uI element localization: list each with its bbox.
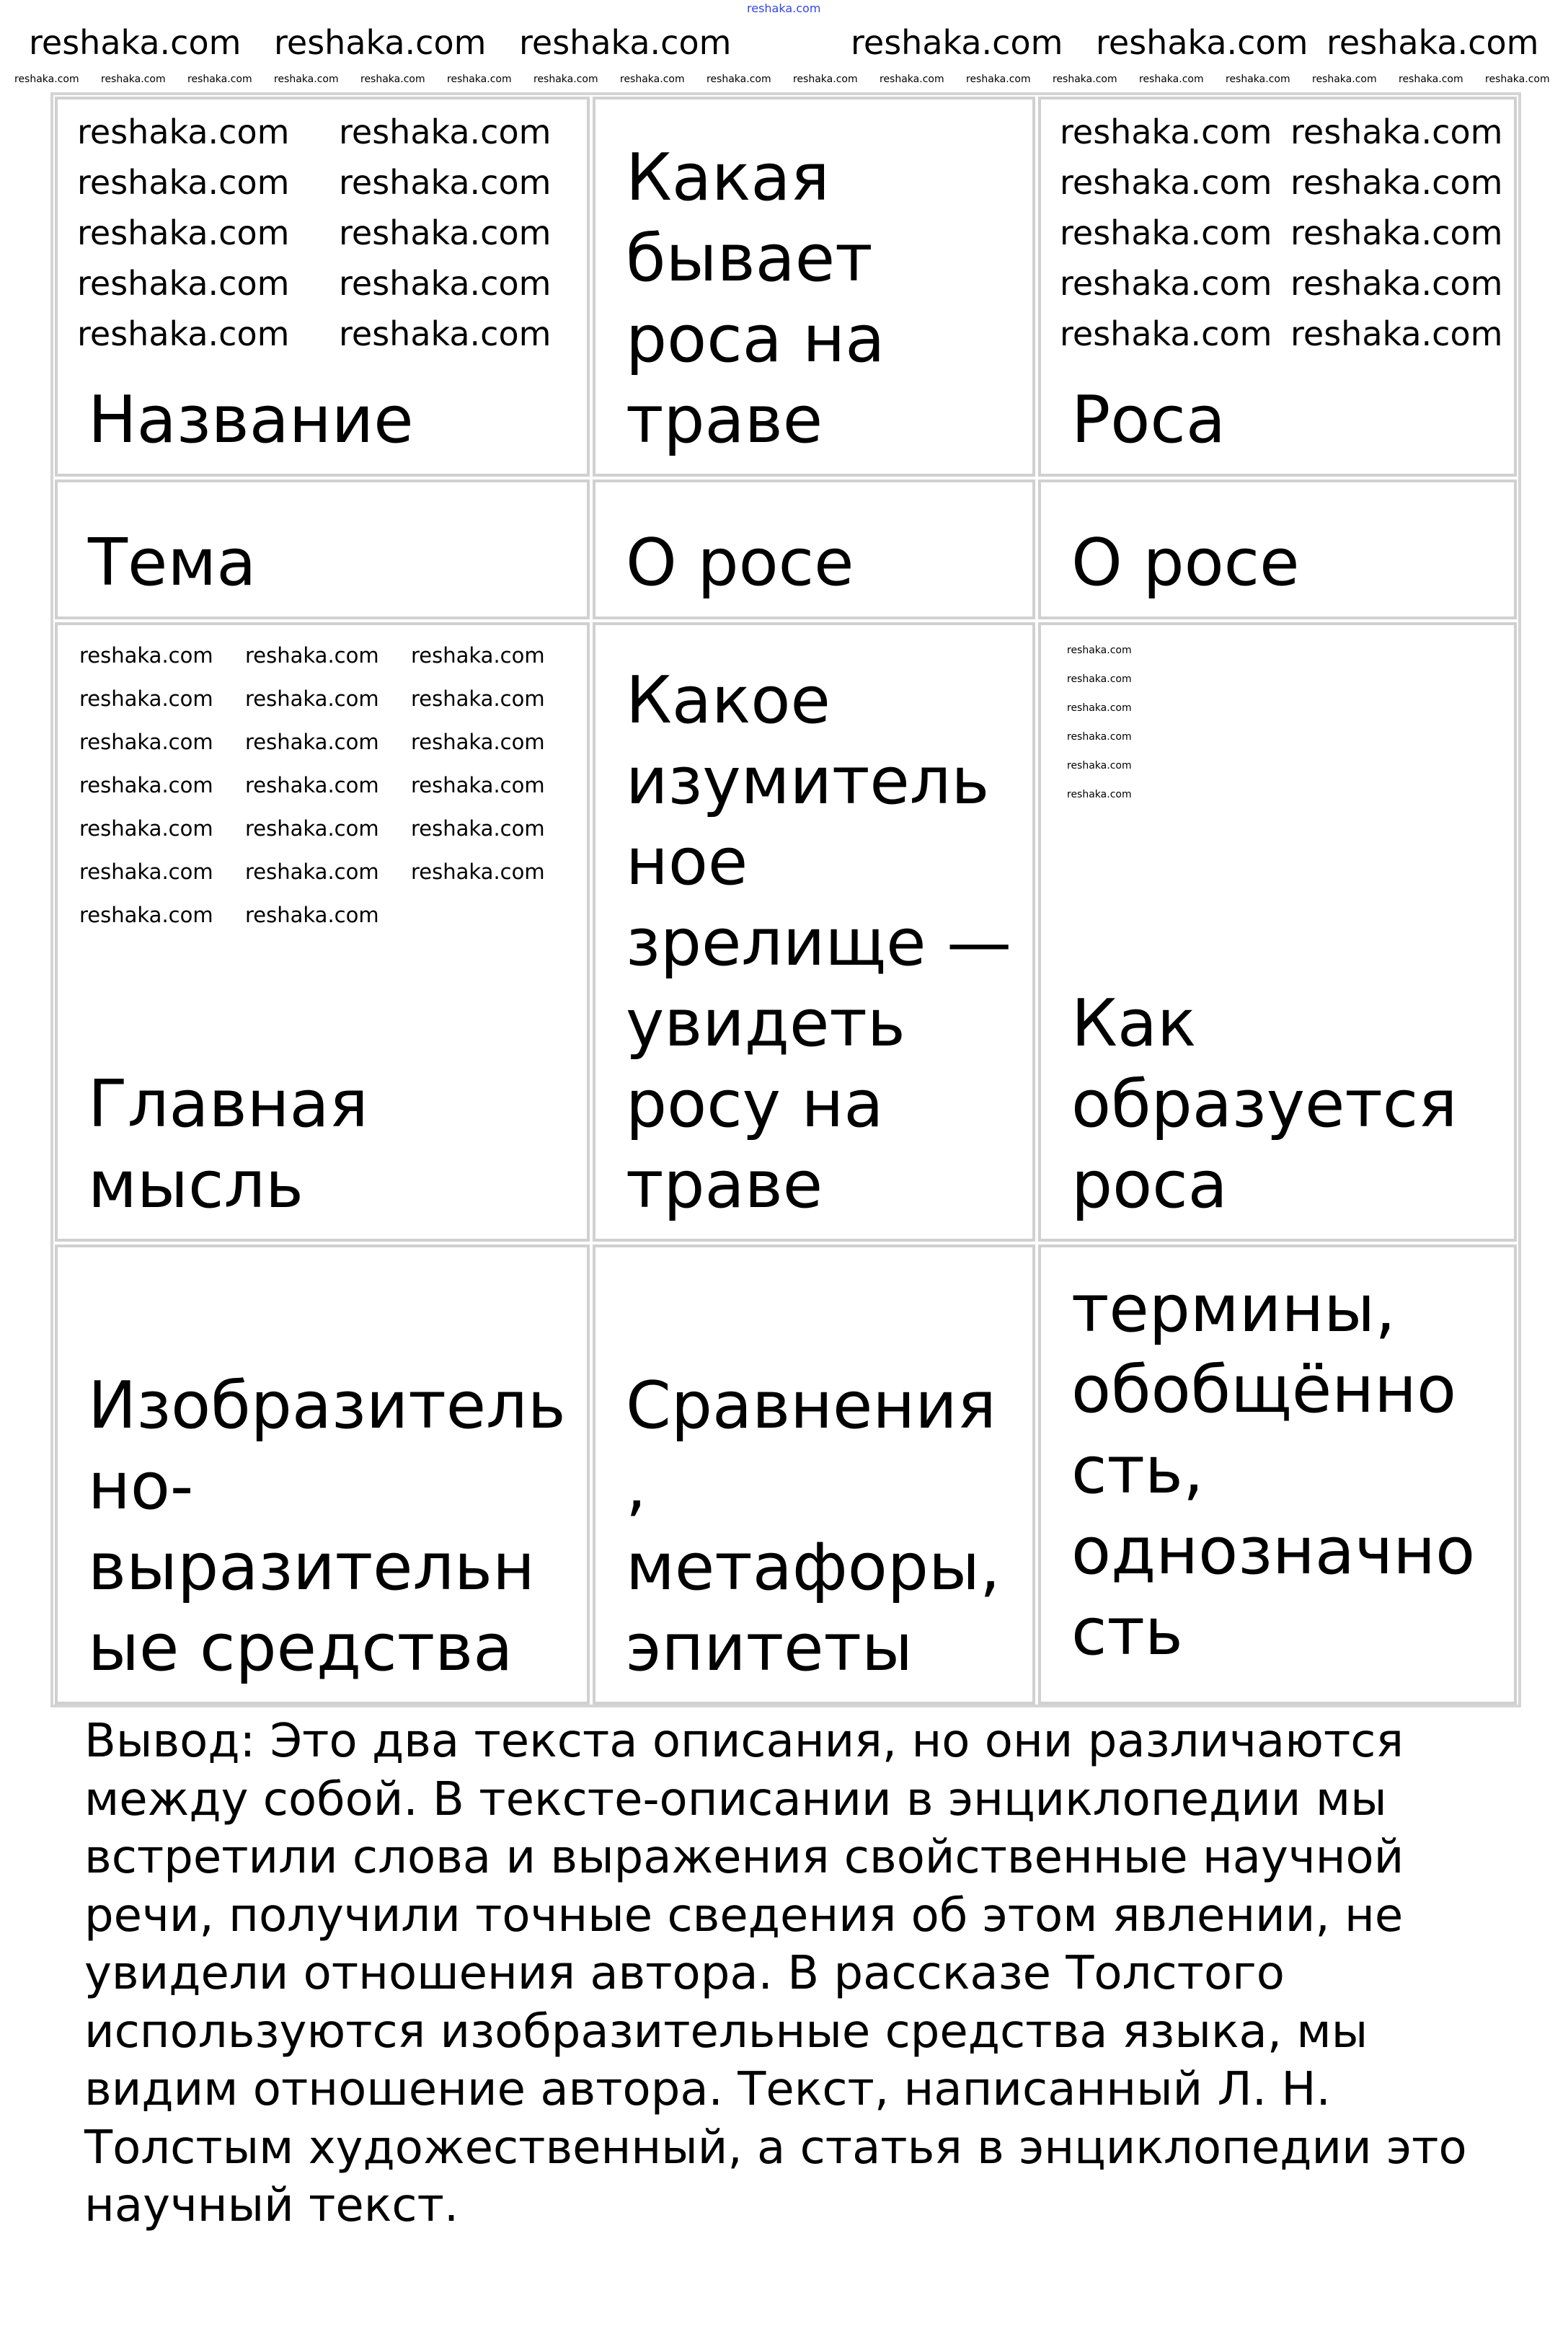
watermark: reshaka.com (1290, 112, 1503, 151)
watermark: reshaka.com (1312, 74, 1377, 85)
watermark: reshaka.com (1067, 731, 1132, 743)
watermark: reshaka.com (793, 74, 858, 85)
cell-text-line: Как (1071, 986, 1197, 1061)
cell-text (1071, 523, 1300, 604)
cell-text-line: зрелище — (626, 905, 1012, 981)
cell-text (88, 523, 256, 604)
watermark: reshaka.com (1067, 645, 1132, 656)
cell-text-line: Роса (1071, 382, 1226, 458)
watermark: reshaka.com (187, 74, 252, 85)
cell-text (88, 1366, 566, 1689)
watermark: reshaka.com (79, 643, 213, 668)
table-cell (593, 97, 1035, 477)
watermark: reshaka.com (1096, 23, 1308, 62)
cell-text-line: роса (1071, 1147, 1228, 1223)
watermark: reshaka.com (79, 903, 213, 927)
header-watermark-link[interactable]: reshaka.com (747, 1, 821, 15)
watermark: reshaka.com (411, 730, 545, 754)
watermark: reshaka.com (1067, 702, 1132, 714)
watermark: reshaka.com (1485, 74, 1550, 85)
watermark: reshaka.com (339, 213, 552, 252)
cell-text-line: сть (1071, 1594, 1183, 1670)
watermark: reshaka.com (966, 74, 1031, 85)
cell-text-line: Тема (88, 525, 257, 601)
watermark: reshaka.com (519, 23, 732, 62)
watermark: reshaka.com (1060, 163, 1272, 202)
conclusion-line: Вывод: Это два текста описания, но они различаются (84, 1715, 1404, 1768)
cell-text-line: увидеть (626, 986, 905, 1061)
watermark: reshaka.com (411, 773, 545, 797)
cell-text-line: Главная (88, 1066, 368, 1142)
watermark: reshaka.com (245, 643, 379, 668)
cell-text-line: метафоры, (626, 1529, 1001, 1605)
cell-text (88, 1064, 368, 1226)
watermark: reshaka.com (245, 903, 379, 927)
table-cell (55, 622, 590, 1242)
watermark: reshaka.com (1326, 23, 1539, 62)
watermark: reshaka.com (851, 23, 1063, 62)
watermark: reshaka.com (1067, 760, 1132, 772)
cell-text-line: росу на (626, 1066, 884, 1142)
watermark: reshaka.com (1226, 74, 1290, 85)
watermark: reshaka.com (411, 643, 545, 668)
cell-text (1071, 1269, 1475, 1673)
watermark: reshaka.com (707, 74, 771, 85)
watermark: reshaka.com (274, 23, 487, 62)
conclusion-line: увидели отношения автора. В рассказе Толстого (84, 1947, 1285, 2000)
cell-text-line: роса на (626, 301, 885, 377)
watermark: reshaka.com (77, 213, 290, 252)
watermark: reshaka.com (620, 74, 685, 85)
conclusion-line: речи, получили точные сведения об этом явлении, не (84, 1888, 1404, 1942)
watermark: reshaka.com (533, 74, 598, 85)
cell-text-line: О росе (1071, 525, 1300, 601)
watermark: reshaka.com (77, 314, 290, 353)
conclusion-line: между собой. В тексте-описании в энциклопедии мы (84, 1772, 1387, 1826)
cell-text (1071, 380, 1226, 461)
conclusion-line: видим отношение автора. Текст, написанный Л. Н. (84, 2063, 1331, 2116)
watermark: reshaka.com (101, 74, 166, 85)
cell-text (626, 660, 1011, 1226)
cell-text-line: выразительн (88, 1529, 535, 1605)
cell-text-line: Сравнения (626, 1368, 996, 1444)
watermark: reshaka.com (1060, 112, 1272, 151)
watermark: reshaka.com (245, 686, 379, 711)
cell-text-line: О росе (626, 525, 854, 601)
watermark: reshaka.com (411, 686, 545, 711)
watermark: reshaka.com (1053, 74, 1117, 85)
cell-text-line: термины, (1071, 1271, 1396, 1347)
cell-text-line: траве (626, 382, 823, 458)
watermark: reshaka.com (339, 264, 552, 303)
cell-text (626, 1366, 1001, 1689)
watermark: reshaka.com (245, 816, 379, 841)
watermark: reshaka.com (411, 816, 545, 841)
table-cell (1038, 1245, 1517, 1705)
table-cell (593, 1245, 1035, 1705)
watermark: reshaka.com (1290, 264, 1503, 303)
cell-text-line: ное (626, 824, 748, 900)
cell-text-line: сть, (1071, 1433, 1204, 1508)
watermark: reshaka.com (79, 859, 213, 884)
watermark: reshaka.com (79, 773, 213, 797)
conclusion-line: научный текст. (84, 2179, 459, 2232)
watermark: reshaka.com (77, 112, 290, 151)
cell-text-line: Какое (626, 663, 830, 738)
table-cell (1038, 479, 1517, 619)
watermark: reshaka.com (1290, 163, 1503, 202)
cell-text-line: мысль (88, 1147, 304, 1223)
watermark: reshaka.com (411, 859, 545, 884)
table-cell (593, 622, 1035, 1242)
watermark: reshaka.com (360, 74, 425, 85)
cell-text-line: Название (88, 382, 414, 458)
conclusion-line: используются изобразительные средства языка, мы (84, 2004, 1368, 2059)
watermark: reshaka.com (1290, 213, 1503, 252)
table-cell (55, 1245, 590, 1705)
cell-text-line: однозначно (1071, 1513, 1476, 1589)
cell-text-line: Изобразитель (88, 1368, 566, 1444)
watermark: reshaka.com (245, 859, 379, 884)
watermark: reshaka.com (1060, 314, 1272, 353)
cell-text (88, 380, 414, 461)
watermark: reshaka.com (79, 730, 213, 754)
cell-text-line: бывает (626, 221, 873, 296)
cell-text (1071, 983, 1457, 1226)
cell-text-line: обобщённо (1071, 1352, 1457, 1428)
cell-text-line: ые средства (88, 1610, 513, 1686)
watermark: reshaka.com (1139, 74, 1204, 85)
cell-text (626, 138, 885, 461)
cell-text-line: изумитель (626, 743, 990, 819)
cell-text-line: Какая (626, 140, 830, 216)
watermark: reshaka.com (339, 112, 552, 151)
watermark: reshaka.com (274, 74, 339, 85)
table-cell (593, 479, 1035, 619)
cell-text-line: образуется (1071, 1066, 1458, 1142)
conclusion-text (84, 1712, 1467, 2235)
watermark: reshaka.com (245, 773, 379, 797)
watermark: reshaka.com (1399, 74, 1463, 85)
watermark: reshaka.com (245, 730, 379, 754)
watermark: reshaka.com (77, 264, 290, 303)
cell-text-line: траве (626, 1147, 823, 1223)
conclusion-line: встретили слова и выражения свойственные научной (84, 1831, 1404, 1884)
table-cell (1038, 622, 1517, 1242)
cell-text-line: эпитеты (626, 1610, 913, 1686)
watermark: reshaka.com (880, 74, 944, 85)
watermark: reshaka.com (1060, 213, 1272, 252)
watermark: reshaka.com (1060, 264, 1272, 303)
watermark: reshaka.com (339, 163, 552, 202)
watermark: reshaka.com (1290, 314, 1503, 353)
watermark: reshaka.com (339, 314, 552, 353)
watermark: reshaka.com (29, 23, 242, 62)
watermark: reshaka.com (1067, 673, 1132, 685)
watermark: reshaka.com (77, 163, 290, 202)
cell-text-line: , (626, 1449, 647, 1524)
conclusion-line: Толстым художественный, а статья в энциклопедии это (84, 2121, 1467, 2175)
watermark: reshaka.com (447, 74, 512, 85)
watermark: reshaka.com (1067, 789, 1132, 800)
watermark: reshaka.com (79, 816, 213, 841)
table-cell (55, 479, 590, 619)
cell-text-line: но- (88, 1449, 194, 1524)
watermark: reshaka.com (79, 686, 213, 711)
watermark: reshaka.com (14, 74, 79, 85)
cell-text (626, 523, 854, 604)
